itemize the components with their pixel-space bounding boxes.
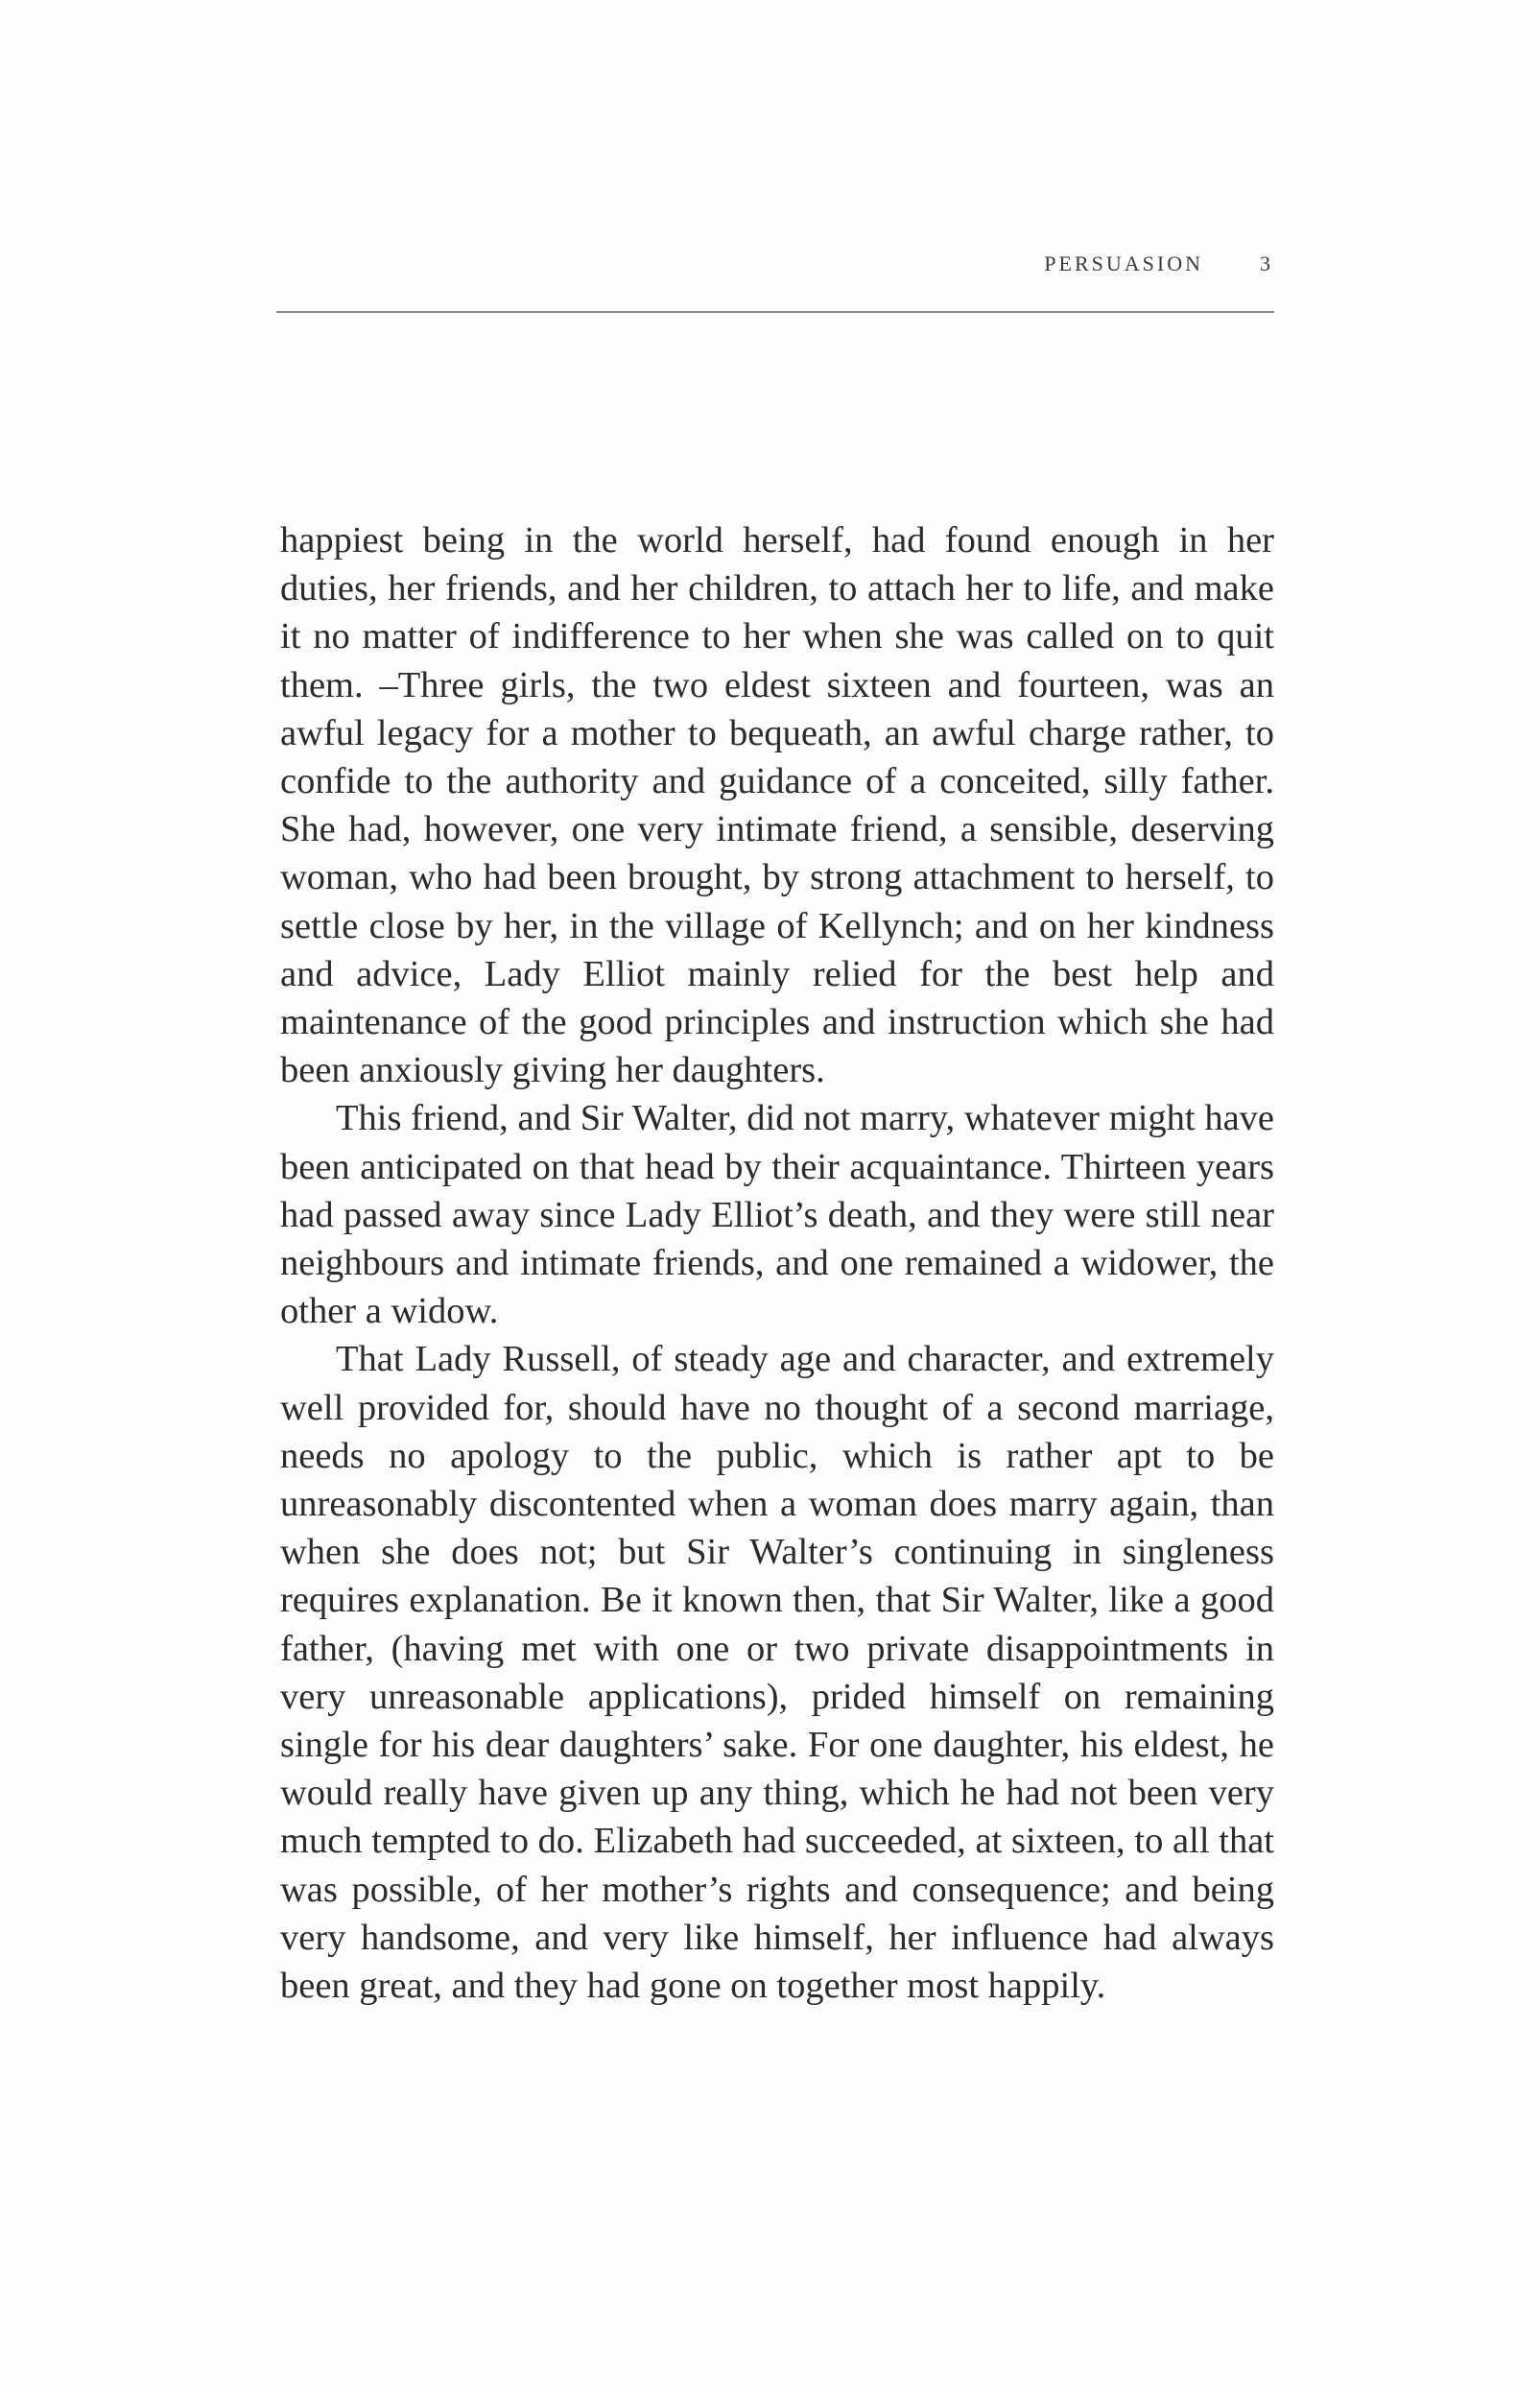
body-text (280, 516, 1274, 2010)
page-number: 3 (1260, 251, 1270, 275)
running-head (276, 251, 1274, 290)
paragraph-3: That Lady Russell, of steady age and character, and extremely well provided for, should have no thought of a second marriage, needs no apology to the public, which is rather apt to be unreasonably discontented when a woman does marry again, than when she does not; but Sir Walter’s continuing in singleness requires explanation. Be it known then, that Sir Walter, like a good father, (having met with one or two private disappointments in very unreasonable applications), prided himself on remaining single for his dear daughters’ sake. For one daughter, his eldest, he would really have given up any thing, which he had not been very much tempted to do. Elizabeth had succeeded, at sixteen, to all that was possible, of her mother’s rights and consequence; and being very handsome, and very like himself, her influence had always been great, and they had gone on together most happily. (280, 1339, 1274, 2007)
paragraph-1: happiest being in the world herself, had found enough in her duties, her friends, and her children, to attach her to life, and make it no matter of indifference to her when she was called on to quit them. –Three girls, the two eldest sixteen and fourteen, was an awful legacy for a mother to bequeath, an awful charge rather, to confide to the authority and guidance of a conceited, silly father. She had, however, one very intimate friend, a sensible, deserving woman, who had been brought, by strong attachment to herself, to settle close by her, in the village of Kellynch; and on her kindness and advice, Lady Elliot mainly relied for the best help and maintenance of the good principles and instruction which she had been anxiously giving her daughters. (280, 520, 1274, 1091)
header-rule (276, 311, 1274, 313)
running-head-title: PERSUASION (1044, 251, 1203, 275)
paragraph-2: This friend, and Sir Walter, did not marry, whatever might have been anticipated on that head by their acquaintance. Thirteen years had passed away since Lady Elliot’s death, and they were still near neighbours and intimate friends, and one remained a widower, the other a widow. (280, 1098, 1274, 1332)
